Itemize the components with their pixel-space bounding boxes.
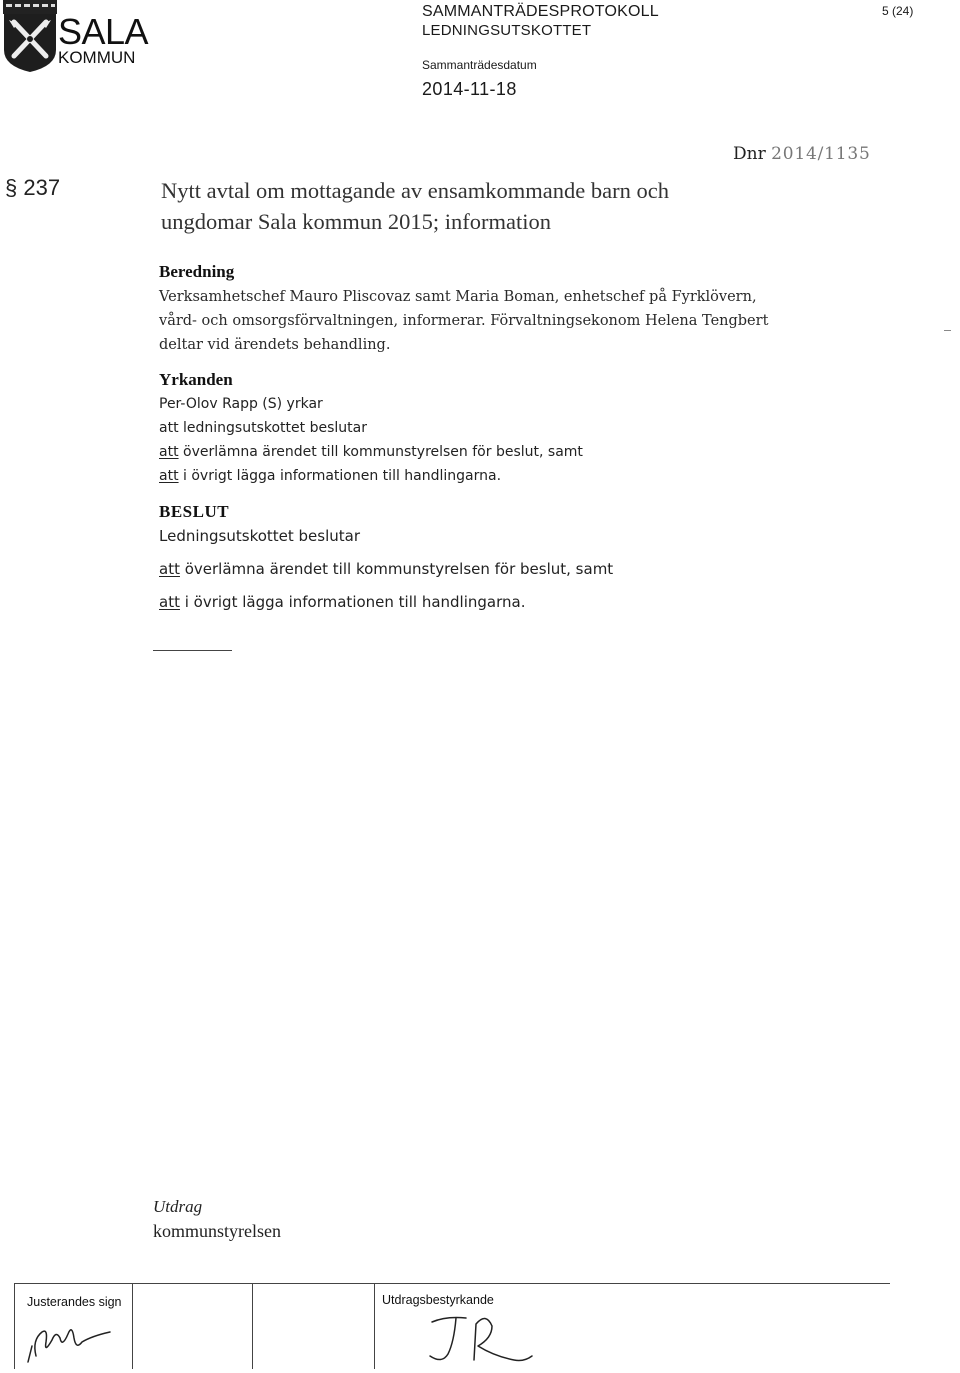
section-title [161, 175, 801, 237]
yrkanden-text [159, 392, 859, 488]
document-type: SAMMANTRÄDESPROTOKOLL [422, 3, 659, 20]
logo-name: SALA [58, 11, 149, 52]
margin-mark [944, 330, 951, 331]
meeting-date-label: Sammanträdesdatum [422, 58, 537, 72]
section-end-divider [153, 650, 232, 651]
beslut-att-2 [159, 593, 859, 611]
section-title-line-1: Nytt avtal om mottagande av ensamkommande barn och [161, 178, 669, 203]
section-title-line-2: ungdomar Sala kommun 2015; information [161, 209, 551, 234]
dnr-number: 2014/1135 [771, 144, 871, 164]
justerande-signature-icon [22, 1316, 127, 1366]
att-keyword: att [159, 444, 179, 460]
footer-divider-2 [252, 1283, 253, 1369]
yrkanden-att-2 [159, 464, 859, 488]
justerandes-sign-label: Justerandes sign [27, 1295, 122, 1309]
beredning-line-2: vård- och omsorgsförvaltningen, informerar. Förvaltningsekonom Helena Tengbert [159, 313, 769, 329]
dnr-label: Dnr [733, 144, 766, 164]
att-text: i övrigt lägga informationen till handlingarna. [179, 593, 526, 611]
yrkanden-att-1 [159, 440, 859, 464]
att-keyword: att [159, 468, 179, 484]
att-keyword: att [159, 593, 180, 611]
utdragsbestyrkande-label: Utdragsbestyrkande [382, 1293, 494, 1307]
att-keyword: att [159, 560, 180, 578]
meeting-date: 2014-11-18 [422, 79, 517, 99]
page-number: 5 (24) [882, 4, 914, 18]
beredning-section [159, 262, 859, 357]
yrkanden-heading: Yrkanden [159, 370, 233, 389]
beslut-line-1: Ledningsutskottet beslutar [159, 527, 361, 545]
registration-number [733, 144, 871, 164]
beredning-heading: Beredning [159, 262, 235, 281]
att-text: i övrigt lägga informationen till handlingarna. [178, 468, 502, 484]
att-text: överlämna ärendet till kommunstyrelsen för beslut, samt [179, 560, 614, 578]
yrkanden-line-2: att ledningsutskottet beslutar [159, 420, 367, 436]
municipal-crest-icon [2, 0, 58, 72]
beredning-line-1: Verksamhetschef Mauro Pliscovaz samt Maria Boman, enhetschef på Fyrklövern, [159, 289, 757, 305]
utdrag-label: Utdrag [153, 1197, 203, 1216]
committee-name: LEDNINGSUTSKOTTET [422, 22, 592, 39]
beredning-text [159, 285, 859, 357]
footer-divider-3 [374, 1283, 375, 1369]
utdrag-recipient: kommunstyrelsen [153, 1221, 281, 1241]
beslut-section [159, 502, 859, 611]
utdragsbestyrkande-signature-icon [412, 1306, 542, 1368]
section-number: § 237 [5, 175, 61, 200]
sala-kommun-logo [0, 0, 175, 90]
beslut-att-1 [159, 560, 859, 578]
footer-top-border [14, 1283, 890, 1284]
beredning-line-3: deltar vid ärendets behandling. [159, 337, 391, 353]
beslut-heading: BESLUT [159, 502, 230, 521]
logo-subname: KOMMUN [58, 48, 136, 67]
att-text: överlämna ärendet till kommunstyrelsen för beslut, samt [178, 444, 583, 460]
yrkanden-section [159, 370, 859, 488]
footer-divider-1 [132, 1283, 133, 1369]
footer-left-border [14, 1283, 15, 1369]
yrkanden-line-1: Per-Olov Rapp (S) yrkar [159, 396, 323, 412]
